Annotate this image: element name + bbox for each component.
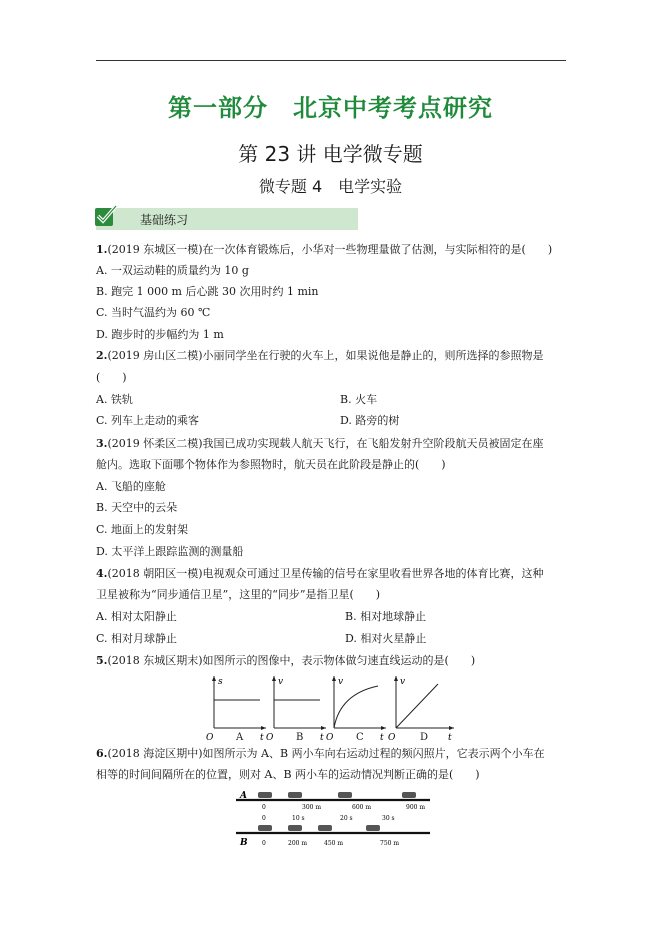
time-mark: 30 s xyxy=(382,815,395,822)
option: A. 铁轨 xyxy=(96,393,133,406)
option: C. 列车上走动的乘客 xyxy=(96,414,200,427)
track-figure xyxy=(234,786,434,852)
time-mark: 20 s xyxy=(340,815,353,822)
question-number: 4. xyxy=(96,567,108,580)
question-1 xyxy=(96,242,552,257)
car-b xyxy=(318,825,332,831)
question-text: 卫星被称为“同步通信卫星”，这里的“同步”是指卫星( ) xyxy=(96,588,381,601)
distance-mark: 0 xyxy=(262,840,266,847)
distance-mark: 450 m xyxy=(324,840,344,847)
y-axis-label: v xyxy=(400,677,406,687)
question-number: 6. xyxy=(96,747,108,760)
question-text: (2019 房山区二模)小丽同学坐在行驶的火车上，如果说他是静止的，则所选择的参照物是 xyxy=(107,349,544,362)
header-rule xyxy=(96,60,566,61)
y-axis-label: s xyxy=(218,677,223,687)
question-text: 相等的时间间隔所在的位置，则对 A、B 两小车的运动情况判断正确的是( ) xyxy=(96,768,480,781)
car-a xyxy=(338,792,352,798)
option: A. 相对太阳静止 xyxy=(96,610,177,623)
origin-label: O xyxy=(388,733,396,743)
graph-label: A xyxy=(236,732,244,743)
section-banner xyxy=(96,208,358,230)
graph-label: C xyxy=(356,732,364,743)
x-axis-label: t xyxy=(320,733,324,743)
check-icon xyxy=(92,202,120,230)
question-text: 舱内。选取下面哪个物体作为参照物时，航天员在此阶段是静止的( ) xyxy=(96,458,446,471)
question-text: (2018 海淀区期中)如图所示为 A、B 两小车向右运动过程的频闪照片，它表示两个小车在 xyxy=(107,747,545,760)
car-a xyxy=(288,792,302,798)
option: D. 跑步时的步幅约为 1 m xyxy=(96,328,224,341)
car-a xyxy=(402,792,416,798)
question-5 xyxy=(96,653,475,668)
car-b xyxy=(258,825,272,831)
distance-mark: 0 xyxy=(262,804,266,811)
graph-label: D xyxy=(420,732,429,743)
lecture-title: 第 23 讲 电学微专题 xyxy=(238,142,423,166)
y-axis-label: v xyxy=(338,677,344,687)
origin-label: O xyxy=(266,733,274,743)
option: D. 相对火星静止 xyxy=(345,632,427,645)
option: C. 地面上的发射架 xyxy=(96,523,189,536)
option: C. 相对月球静止 xyxy=(96,632,178,645)
option: A. 一双运动鞋的质量约为 10 g xyxy=(96,264,249,277)
x-axis-label: t xyxy=(380,733,384,743)
origin-label: O xyxy=(206,733,214,743)
option: A. 飞船的座舱 xyxy=(96,480,166,493)
question-4 xyxy=(96,566,544,581)
option: C. 当时气温约为 60 ℃ xyxy=(96,306,211,319)
option: B. 天空中的云朵 xyxy=(96,501,178,514)
track-label: B xyxy=(240,838,248,848)
question-text: ( ) xyxy=(96,371,127,384)
option: B. 相对地球静止 xyxy=(345,610,427,623)
x-axis-label: t xyxy=(260,733,264,743)
graph-label: B xyxy=(296,732,304,743)
section-label: 基础练习 xyxy=(140,213,189,227)
car-a xyxy=(258,792,272,798)
question-number: 2. xyxy=(96,349,108,362)
question-text: (2019 东城区一模)在一次体育锻炼后，小华对一些物理量做了估测，与实际相符的是( ) xyxy=(107,243,553,256)
question-number: 3. xyxy=(96,437,108,450)
origin-label: O xyxy=(326,733,334,743)
distance-mark: 750 m xyxy=(380,840,400,847)
y-axis-label: v xyxy=(278,677,284,687)
question-number: 5. xyxy=(96,654,108,667)
option: D. 路旁的树 xyxy=(340,414,400,427)
question-2 xyxy=(96,348,544,363)
question-number: 1. xyxy=(96,243,108,256)
question-text: (2018 东城区期末)如图所示的图像中，表示物体做匀速直线运动的是( ) xyxy=(107,654,476,667)
option: B. 跑完 1 000 m 后心跳 30 次用时约 1 min xyxy=(96,285,319,298)
question-text: (2019 怀柔区二模)我国已成功实现载人航天飞行，在飞船发射升空阶段航天员被固定在座 xyxy=(107,437,544,450)
car-b xyxy=(366,825,380,831)
topic-title: 微专题 4 电学实验 xyxy=(258,177,403,196)
distance-mark: 200 m xyxy=(288,840,308,847)
option: D. 太平洋上跟踪监测的测量船 xyxy=(96,545,244,558)
option: B. 火车 xyxy=(340,393,378,406)
x-axis-label: t xyxy=(448,733,452,743)
question-text: (2018 朝阳区一模)电视观众可通过卫星传输的信号在家里收看世界各地的体育比赛，这种 xyxy=(107,567,544,580)
time-mark: 10 s xyxy=(292,815,305,822)
track-label: A xyxy=(240,791,247,801)
question-3 xyxy=(96,436,544,451)
part-title: 第一部分 北京中考考点研究 xyxy=(168,94,493,122)
distance-mark: 600 m xyxy=(352,804,372,811)
time-mark: 0 xyxy=(262,815,266,822)
car-b xyxy=(288,825,302,831)
distance-mark: 900 m xyxy=(406,804,426,811)
question-6 xyxy=(96,746,545,761)
distance-mark: 300 m xyxy=(302,804,322,811)
